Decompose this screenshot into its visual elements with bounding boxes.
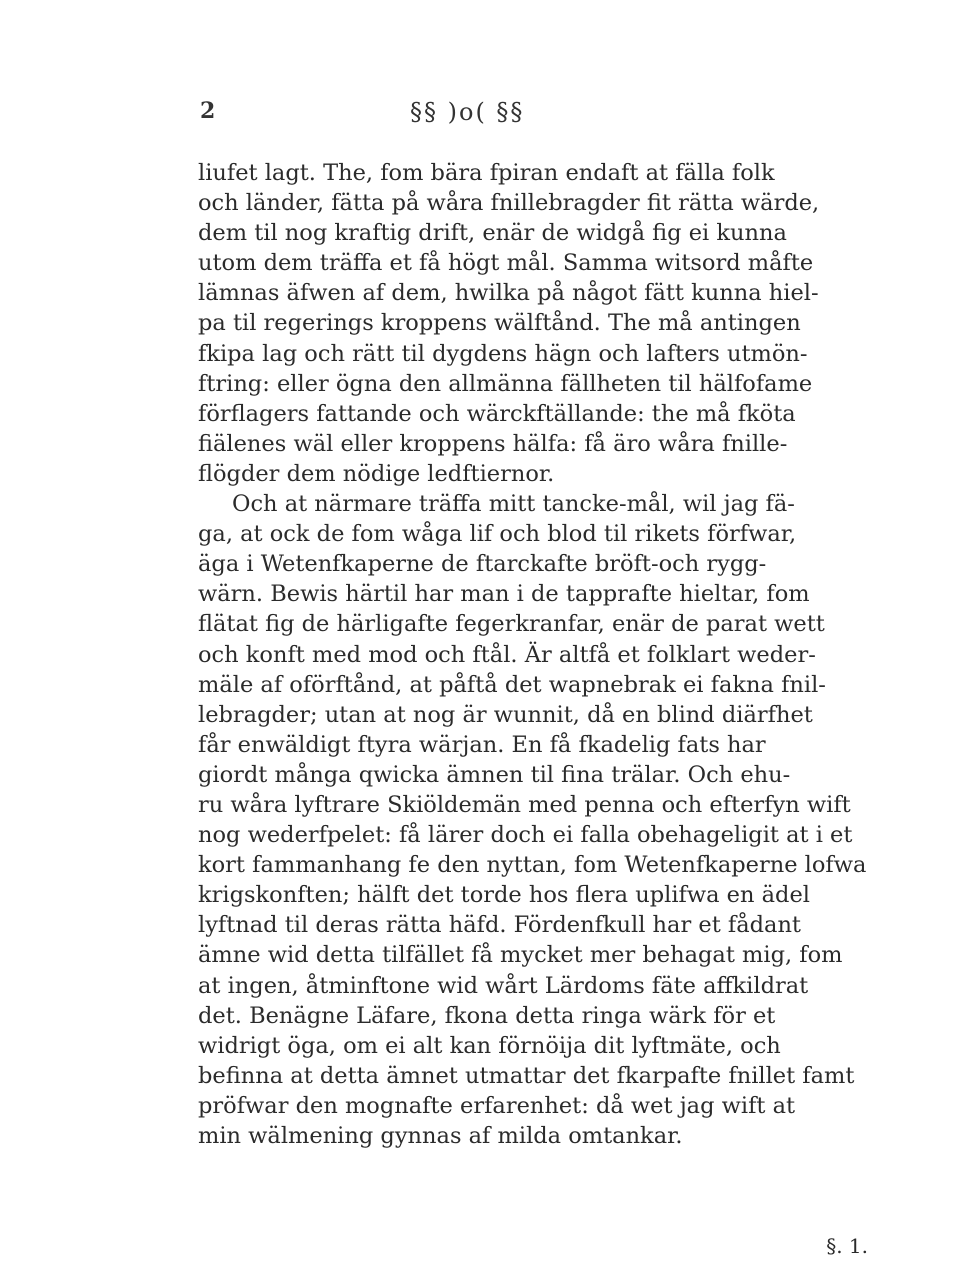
text-line: nog wederfpelet: få lärer doch ei falla obehageligit at i et: [198, 822, 853, 849]
text-line: dem til nog kraftig drift, enär de widgå fig ei kunna: [198, 220, 787, 247]
text-line: och länder, fätta på wåra fnillebragder fit rätta wärde,: [198, 190, 820, 217]
text-line: pröfwar den mognafte erfarenhet: då wet jag wift at: [198, 1092, 796, 1119]
text-line: fiälenes wäl eller kroppens hälfa: få äro wåra fnille-: [198, 430, 788, 457]
text-line: ämne wid detta tilfället få mycket mer behagat mig, fom: [198, 942, 843, 969]
text-line: ru wåra lyftrare Skiöldemän med penna och efterfyn wift: [198, 791, 851, 818]
text-line: lyftnad til deras rätta häfd. Fördenfkull har et fådant: [198, 912, 801, 939]
text-line: förflagers fattande och wärckftällande: the må fköta: [198, 400, 796, 427]
page-number: 2: [200, 98, 216, 124]
text-line: at ingen, åtminftone wid wårt Lärdoms fäte affkildrat: [198, 972, 809, 999]
text-line: pa til regerings kroppens wälftånd. The må antingen: [198, 310, 801, 337]
text-line: befinna at detta ämnet utmattar det fkarpafte fnillet famt: [198, 1062, 855, 1089]
body-text: [198, 158, 870, 1151]
text-line: ftring: eller ögna den allmänna fällheten til hälfofame: [198, 370, 813, 397]
page-header: [200, 98, 880, 134]
text-line: flögder dem nödige ledftiernor.: [198, 460, 555, 487]
text-line: lämnas äfwen af dem, hwilka på något fätt kunna hiel-: [198, 280, 819, 307]
text-line: widrigt öga, om ei alt kan förnöija dit lyftmäte, och: [198, 1032, 781, 1059]
text-line: Och at närmare träffa mitt tancke-mål, wil jag fä-: [232, 491, 795, 518]
text-line: min wälmening gynnas af milda omtankar.: [198, 1123, 683, 1149]
text-line: wärn. Bewis härtil har man i de tapprafte hieltar, fom: [198, 581, 810, 608]
text-line: giordt många qwicka ämnen til fina trälar. Och ehu-: [198, 761, 791, 788]
text-line: mäle af oförftånd, at påftå det wapnebrak ei fakna fnil-: [198, 671, 826, 698]
text-line: fkipa lag och rätt til dygdens hägn och lafters utmön-: [198, 340, 808, 367]
text-line: liufet lagt. The, fom bära fpiran endaft at fälla folk: [198, 160, 775, 186]
catchword: §. 1.: [826, 1234, 868, 1258]
text-line: kort fammanhang fe den nyttan, fom Wetenfkaperne lofwa: [198, 852, 867, 879]
text-line: krigskonften; hälft det torde hos flera uplifwa en ädel: [198, 882, 810, 909]
text-line: lebragder; utan at nog är wunnit, då en blind diärfhet: [198, 701, 813, 728]
text-line: det. Benägne Läfare, fkona detta ringa wärk för et: [198, 1002, 776, 1029]
text-line: ga, at ock de fom wåga lif och blod til rikets förfwar,: [198, 521, 797, 548]
header-ornament: §§ )o( §§: [410, 98, 525, 126]
text-line: flätat fig de härligafte fegerkranfar, enär de parat wett: [198, 611, 825, 638]
page-footer: [198, 1222, 870, 1256]
text-line: äga i Wetenfkaperne de ftarckafte bröft-och rygg-: [198, 551, 767, 578]
text-line: och konft med mod och ftål. Är altfå et folklart weder-: [198, 641, 816, 668]
text-line: får enwäldigt ftyra wärjan. En få fkadelig fats har: [198, 731, 766, 758]
text-line: utom dem träffa et få högt mål. Samma witsord måfte: [198, 250, 814, 277]
